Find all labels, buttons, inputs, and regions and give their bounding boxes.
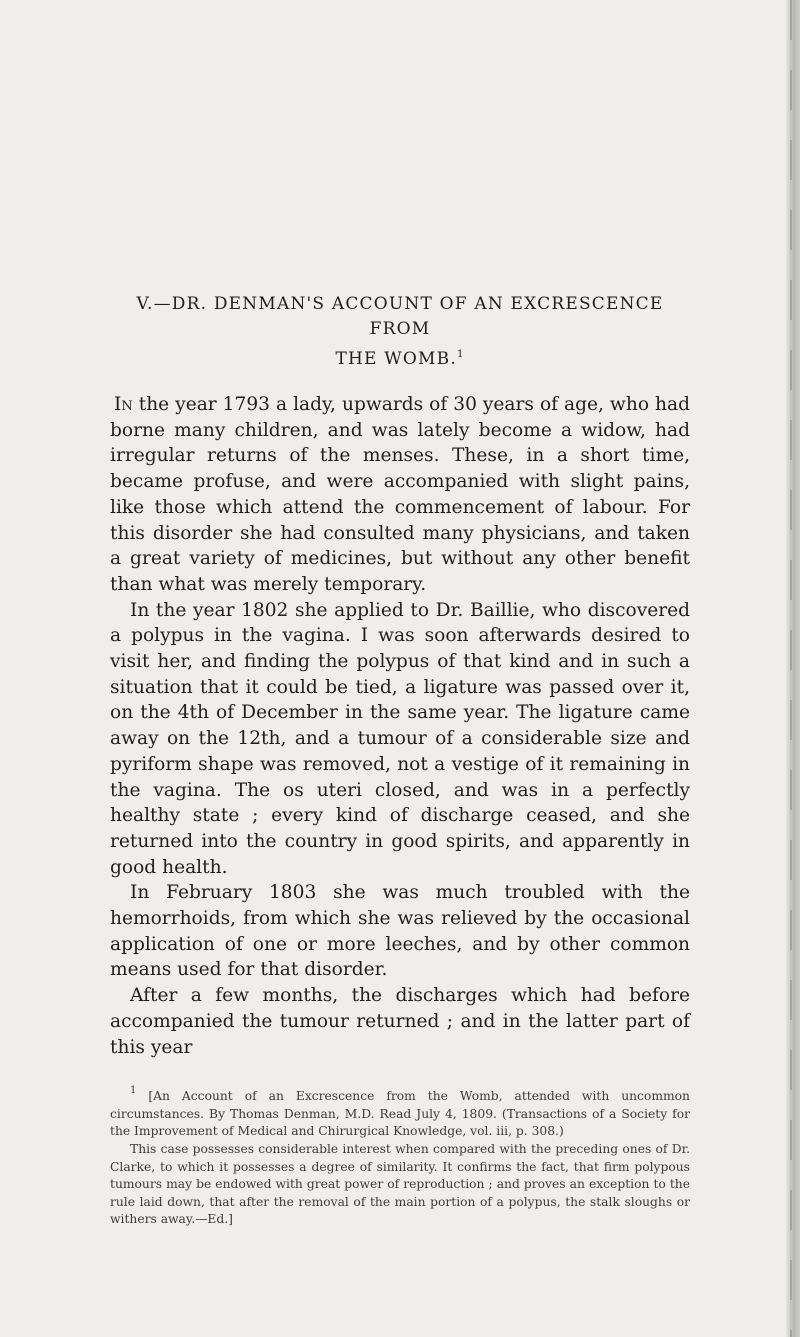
footnote-1 <box>110 1082 690 1141</box>
page-content <box>110 292 690 1229</box>
footnotes <box>110 1082 690 1229</box>
footnote-2: This case possesses considerable interest when compared with the preceding ones of Dr. Clarke, to which it possesses a degree of similarity. It confirms the fact, that firm polypous tumours may be endowed with great power of reproduction ; and proves an exception to the rule laid down, that after the removal of the main portion of a polypus, the stalk sloughs or withers away.—Ed.] <box>110 1142 690 1227</box>
paragraph-2: In the year 1802 she applied to Dr. Baillie, who discovered a polypus in the vagina. I was soon afterwards desired to visit her, and finding the polypus of that kind and in such a situation that it could be tied, a ligature was passed over it, on the 4th of December in the same year. The ligature came away on the 12th, and a tumour of a considerable size and pyriform shape was removed, not a vestige of it remaining in the vagina. The os uteri closed, and was in a perfectly healthy state ; every kind of discharge ceased, and she returned into the country in good spirits, and apparently in good health. <box>110 599 690 878</box>
opening-word: In <box>114 394 133 415</box>
paragraph-1 <box>110 392 690 598</box>
page-edge-binding <box>786 0 800 1337</box>
article-title <box>110 292 690 372</box>
footnote-1-text: [An Account of an Excrescence from the Womb, attended with uncommon circumstances. By Thomas Denman, M.D. Read July 4, 1809. (Transactions of a Society for the Improvement of Medical and Chirurgical Knowledge, vol. iii, p. 308.) <box>110 1089 690 1139</box>
paragraph-1-text: the year 1793 a lady, upwards of 30 years of age, who had borne many children, and was lately become a widow, had irregular returns of the menses. These, in a short time, became profuse, and were accompanied with slight pains, like those which attend the commencement of labour. For this disorder she had consulted many physicians, and taken a great variety of medicines, but without any other benefit than what was merely temporary. <box>110 394 690 595</box>
title-line-1: V.—DR. DENMAN'S ACCOUNT OF AN EXCRESCENCE FROM <box>136 294 664 339</box>
title-line-2: THE WOMB. <box>335 349 457 369</box>
paragraph-4: After a few months, the discharges which had before accompanied the tumour returned ; and in the latter part of this year <box>110 985 690 1058</box>
paragraph-3: In February 1803 she was much troubled with the hemorrhoids, from which she was relieved by the occasional application of one or more leeches, and by other common means used for that disorder. <box>110 882 690 981</box>
footnote-mark: 1 <box>130 1085 137 1097</box>
title-footnote-mark: 1 <box>456 349 465 360</box>
